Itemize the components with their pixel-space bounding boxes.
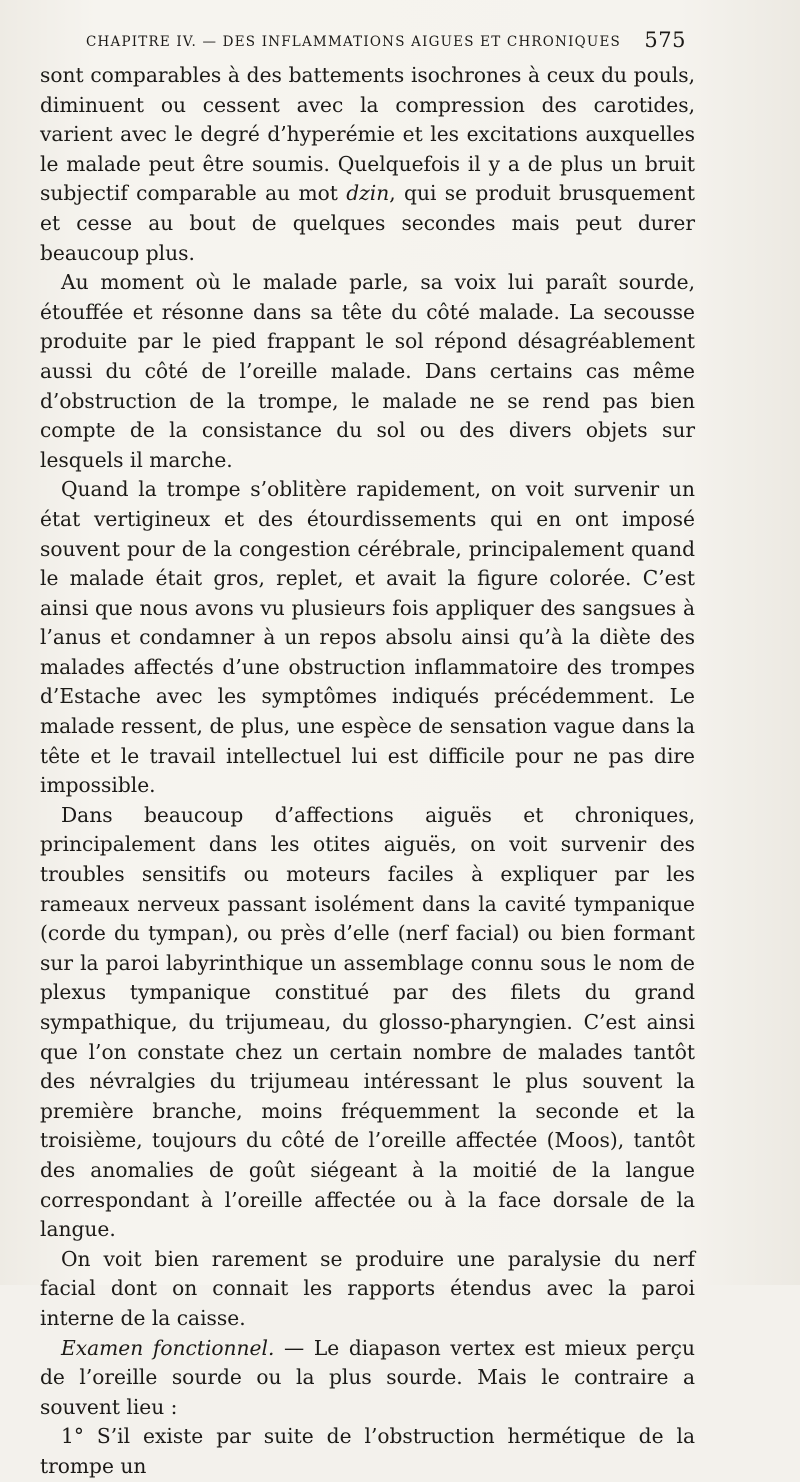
- paragraph-5: On voit bien rarement se produire une paralysie du nerf facial dont on connait les rapports étendus avec la paroi interne de la caisse.: [40, 1246, 695, 1330]
- paragraph-1: sont comparables à des battements isochrones à ceux du pouls, diminuent ou cessent avec la compression des carotides, varient avec le degré d’hyperémie et les excitations auxquelles le malade peut être soumis. Quelquefois il y a de plus un bruit subjectif comparable au mot dzin, qui se produit brusquement et cesse au bout de quelques secondes mais peut durer beaucoup plus.: [40, 63, 695, 265]
- exam-heading: Examen fonctionnel.: [61, 1335, 275, 1360]
- paragraph-3: Quand la trompe s’oblitère rapidement, on voit survenir un état vertigineux et des étourdissements qui en ont imposé souvent pour de la congestion cérébrale, principalement quand le malade était gros, replet, et avait la figure colorée. C’est ainsi que nous avons vu plusieurs fois appliquer des sangsues à l’anus et condamner à un repos absolu ainsi qu’à la diète des malades affectés d’une obstruction inflammatoire des trompes d’Estache avec les symptômes indiqués précédemment. Le malade ressent, de plus, une espèce de sensation vague dans la tête et le travail intellectuel lui est difficile pour ne pas dire impossible.: [40, 477, 695, 798]
- paragraph-2: Au moment où le malade parle, sa voix lui paraît sourde, étouffée et résonne dans sa tête du côté malade. La secousse produite par le pied frappant le sol répond désagréablement aussi du côté de l’oreille malade. Dans certains cas même d’obstruction de la trompe, le malade ne se rend pas bien compte de la consistance du sol ou des divers objets sur lesquels il marche.: [40, 270, 695, 472]
- exam-text: — Le diapason vertex est mieux perçu de l’oreille sourde ou la plus sourde. Mais le contraire a souvent lieu :: [40, 1335, 695, 1419]
- paragraph-4: Dans beaucoup d’affections aiguës et chroniques, principalement dans les otites aiguës, on voit survenir des troubles sensitifs ou moteurs faciles à expliquer par les rameaux nerveux passant isolément dans la cavité tympanique (corde du tympan), ou près d’elle (nerf facial) ou bien formant sur la paroi labyrinthique un assemblage connu sous le nom de plexus tympanique constitué par des filets du grand sympathique, du trijumeau, du glosso-pharyngien. C’est ainsi que l’on constate chez un certain nombre de malades tantôt des névralgies du trijumeau intéressant le plus souvent la première branche, moins fréquemment la seconde et la troisième, toujours du côté de l’oreille affectée (Moos), tantôt des anomalies de goût siégeant à la moitié de la langue correspondant à l’oreille affectée ou à la face dorsale de la langue.: [40, 802, 695, 1242]
- italic-word: dzin: [346, 181, 390, 206]
- running-head: CHAPITRE IV. — DES INFLAMMATIONS AIGUES ET CHRONIQUES: [86, 34, 621, 50]
- paragraph-exam: [40, 1334, 695, 1423]
- page-header: [86, 28, 686, 58]
- body-text: [40, 61, 695, 1482]
- page-number: 575: [644, 28, 686, 52]
- paragraph-last: 1° S’il existe par suite de l’obstruction hermétique de la trompe un: [40, 1424, 695, 1478]
